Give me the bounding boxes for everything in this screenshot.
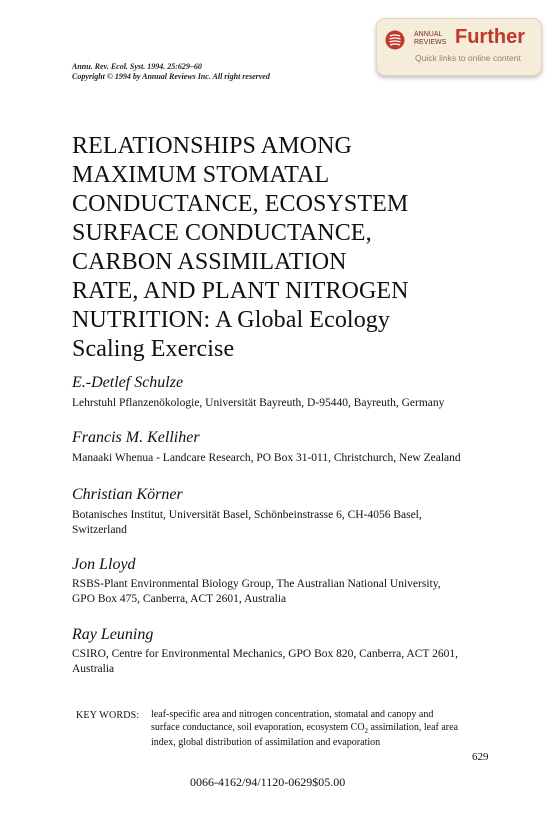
title-line: CARBON ASSIMILATION: [72, 249, 347, 275]
author-name: Ray Leuning: [72, 626, 154, 643]
author-name: E.-Detlef Schulze: [72, 374, 184, 391]
title-line: Scaling Exercise: [72, 336, 235, 362]
title-line: SURFACE CONDUCTANCE,: [72, 220, 372, 246]
affiliation-line: Lehrstuhl Pflanzenökologie, Universität Bayreuth, D-95440, Bayreuth, Germany: [72, 397, 445, 409]
author-affiliation: [72, 647, 492, 677]
author-affiliation: [72, 577, 492, 607]
title-line: RATE, AND PLANT NITROGEN: [72, 278, 409, 304]
page-number: 629: [472, 751, 489, 763]
affiliation-line: Switzerland: [72, 524, 127, 536]
keywords-label: KEY WORDS:: [76, 710, 140, 721]
article-title: [72, 132, 472, 364]
author-name: Francis M. Kelliher: [72, 429, 200, 446]
author-name: Christian Körner: [72, 486, 183, 503]
keywords-subscript: 2: [364, 726, 369, 735]
title-line: RELATIONSHIPS AMONG: [72, 133, 352, 159]
affiliation-line: RSBS-Plant Environmental Biology Group, The Australian National University,: [72, 578, 441, 590]
author-affiliation: [72, 451, 492, 466]
keywords-text: [151, 709, 481, 750]
journal-citation: [72, 62, 270, 82]
title-line: MAXIMUM STOMATAL: [72, 162, 330, 188]
keywords-line: leaf-specific area and nitrogen concentration, stomatal and canopy and: [151, 709, 434, 720]
author-name: Jon Lloyd: [72, 556, 136, 573]
keywords-line-part: assimilation, leaf area: [368, 721, 459, 733]
banner-further-label: Further: [455, 26, 525, 48]
copyright-line: Copyright © 1994 by Annual Reviews Inc. All right reserved: [72, 72, 270, 81]
title-line: NUTRITION: A Global Ecology: [72, 307, 390, 333]
banner-annual: ANNUAL: [414, 31, 443, 38]
banner-reviews: REVIEWS: [414, 39, 447, 46]
further-banner[interactable]: [376, 18, 542, 76]
keywords-line: [151, 722, 481, 738]
annual-reviews-logo-icon: [385, 30, 405, 50]
author-affiliation: [72, 508, 492, 538]
affiliation-line: CSIRO, Centre for Environmental Mechanics, GPO Box 820, Canberra, ACT 2601,: [72, 648, 458, 660]
affiliation-line: GPO Box 475, Canberra, ACT 2601, Australia: [72, 593, 287, 605]
author-affiliation: [72, 396, 492, 411]
citation-line: Annu. Rev. Ecol. Syst. 1994. 25:629–60: [72, 62, 202, 71]
keywords-line: index, global distribution of assimilation and evaporation: [151, 737, 381, 748]
price-code: 0066-4162/94/1120-0629$05.00: [190, 775, 346, 789]
banner-subtitle: Quick links to online content: [415, 53, 521, 63]
affiliation-line: Manaaki Whenua - Landcare Research, PO Box 31-011, Christchurch, New Zealand: [72, 452, 461, 464]
affiliation-line: Australia: [72, 663, 115, 675]
banner-publisher: [414, 31, 446, 47]
keywords-line-part: surface conductance, soil evaporation, ecosystem CO: [151, 721, 365, 733]
affiliation-line: Botanisches Institut, Universität Basel, Schönbeinstrasse 6, CH-4056 Basel,: [72, 509, 422, 521]
title-line: CONDUCTANCE, ECOSYSTEM: [72, 191, 409, 217]
